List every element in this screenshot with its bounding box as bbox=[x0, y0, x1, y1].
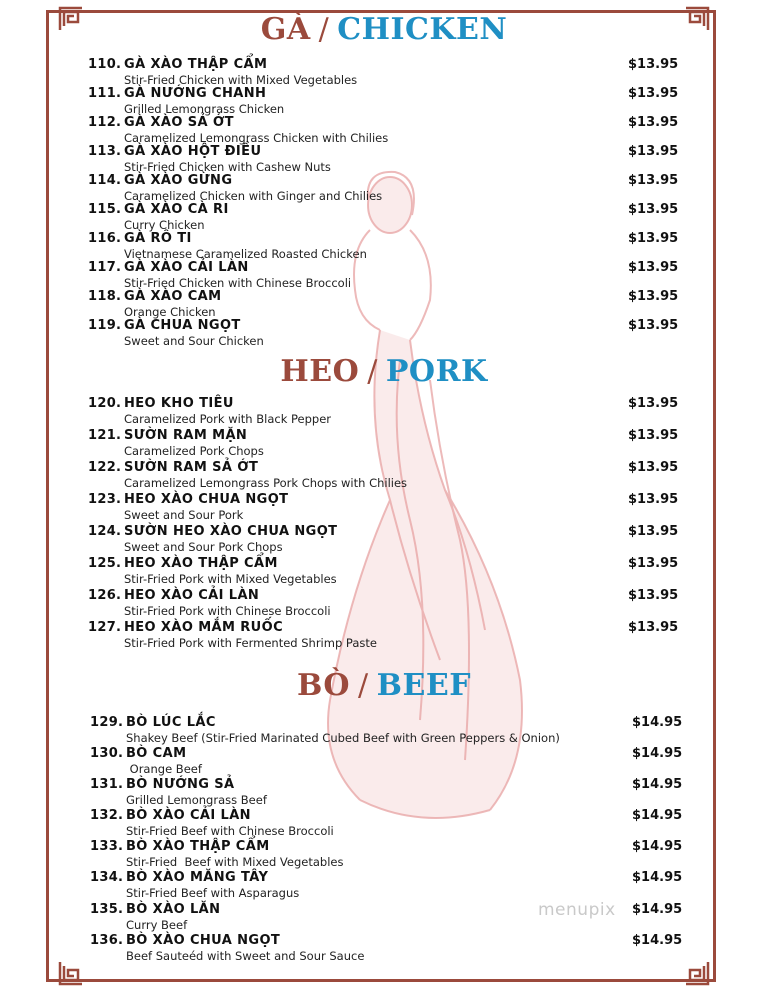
section-title-en: PORK bbox=[385, 354, 488, 389]
item-name: BÒ XÀO CHUA NGỌT bbox=[126, 933, 281, 948]
item-description: Stir-Fried Pork with Fermented Shrimp Paste bbox=[124, 636, 377, 650]
menu-item bbox=[90, 777, 684, 807]
item-name: GÀ RÔ TI bbox=[124, 231, 192, 246]
item-price: $13.95 bbox=[628, 556, 679, 571]
menu-item bbox=[88, 231, 680, 261]
item-description: Sweet and Sour Chicken bbox=[124, 334, 264, 348]
item-description: Stir-Fried Chicken with Mixed Vegetables bbox=[124, 73, 358, 87]
menu-item bbox=[90, 808, 684, 838]
item-description: Curry Chicken bbox=[124, 218, 205, 232]
item-number: 110. bbox=[88, 57, 122, 72]
item-name: BÒ NƯỚNG SẢ bbox=[126, 777, 235, 792]
item-number: 113. bbox=[88, 144, 122, 159]
item-number: 133. bbox=[90, 839, 124, 854]
item-price: $14.95 bbox=[632, 933, 683, 948]
item-description: Stir-Fried Pork with Mixed Vegetables bbox=[124, 572, 337, 586]
menu-item bbox=[90, 746, 684, 776]
item-number: 129. bbox=[90, 715, 124, 730]
item-description: Stir-Fried Beef with Chinese Broccoli bbox=[126, 824, 334, 838]
item-price: $14.95 bbox=[632, 870, 683, 885]
menu-item bbox=[88, 144, 680, 174]
item-number: 125. bbox=[88, 556, 122, 571]
item-number: 136. bbox=[90, 933, 124, 948]
item-price: $14.95 bbox=[632, 715, 683, 730]
item-description: Vietnamese Caramelized Roasted Chicken bbox=[124, 247, 367, 261]
item-number: 118. bbox=[88, 289, 122, 304]
item-name: GÀ XÀO GỪNG bbox=[124, 173, 233, 188]
item-name: BÒ XÀO MĂNG TÂY bbox=[126, 870, 269, 885]
section-title-en: BEEF bbox=[376, 668, 472, 703]
menu-item bbox=[88, 202, 680, 232]
item-number: 122. bbox=[88, 460, 122, 475]
menu-item bbox=[88, 57, 680, 87]
section-title-vn: HEO bbox=[280, 354, 360, 389]
item-number: 112. bbox=[88, 115, 122, 130]
item-name: SƯỜN RAM SẢ ỚT bbox=[124, 460, 259, 475]
section-title-en: CHICKEN bbox=[337, 12, 508, 47]
item-name: SƯỜN HEO XÀO CHUA NGỌT bbox=[124, 524, 338, 539]
menu-item bbox=[90, 715, 684, 745]
item-name: BÒ XÀO CẢI LÀN bbox=[126, 808, 251, 823]
item-description: Sweet and Sour Pork bbox=[124, 508, 244, 522]
menu-item bbox=[88, 588, 680, 618]
item-number: 130. bbox=[90, 746, 124, 761]
item-number: 127. bbox=[88, 620, 122, 635]
section-title-chicken: GÀ / CHICKEN bbox=[260, 12, 508, 47]
item-number: 131. bbox=[90, 777, 124, 792]
item-price: $13.95 bbox=[628, 588, 679, 603]
item-name: HEO XÀO THẬP CẨM bbox=[124, 556, 278, 571]
item-name: GÀ XÀO HỘT ĐIỀU bbox=[124, 144, 262, 159]
section-title-vn: GÀ bbox=[260, 12, 311, 47]
item-number: 124. bbox=[88, 524, 122, 539]
item-price: $14.95 bbox=[632, 902, 683, 917]
item-price: $13.95 bbox=[628, 231, 679, 246]
menu-item bbox=[88, 396, 680, 426]
item-description: Grilled Lemongrass Beef bbox=[126, 793, 267, 807]
menu-item bbox=[88, 524, 680, 554]
item-number: 123. bbox=[88, 492, 122, 507]
menu-item bbox=[88, 289, 680, 319]
menu-item bbox=[88, 173, 680, 203]
item-description: Orange Chicken bbox=[124, 305, 216, 319]
item-description: Orange Beef bbox=[126, 762, 202, 776]
item-name: HEO XÀO CHUA NGỌT bbox=[124, 492, 289, 507]
item-description: Stir-Fried Chicken with Chinese Broccoli bbox=[124, 276, 352, 290]
item-number: 121. bbox=[88, 428, 122, 443]
item-description: Caramelized Chicken with Ginger and Chilies bbox=[124, 189, 383, 203]
watermark: menupix bbox=[538, 900, 616, 920]
item-number: 117. bbox=[88, 260, 122, 275]
item-description: Stir-Fried Pork with Chinese Broccoli bbox=[124, 604, 331, 618]
item-price: $13.95 bbox=[628, 396, 679, 411]
item-name: BÒ XÀO LĂN bbox=[126, 902, 221, 917]
item-number: 120. bbox=[88, 396, 122, 411]
item-price: $14.95 bbox=[632, 746, 683, 761]
item-number: 126. bbox=[88, 588, 122, 603]
corner-ornament bbox=[58, 960, 84, 986]
item-number: 115. bbox=[88, 202, 122, 217]
item-description: Caramelized Pork with Black Pepper bbox=[124, 412, 332, 426]
item-name: GÀ NƯỚNG CHANH bbox=[124, 86, 267, 101]
section-title-vn: BÒ bbox=[296, 668, 351, 703]
item-number: 114. bbox=[88, 173, 122, 188]
item-name: BÒ CAM bbox=[126, 746, 187, 761]
item-price: $13.95 bbox=[628, 318, 679, 333]
item-price: $14.95 bbox=[632, 777, 683, 792]
item-description: Curry Beef bbox=[126, 918, 188, 932]
item-name: GÀ CHUA NGỌT bbox=[124, 318, 241, 333]
item-name: BÒ XÀO THẬP CẨM bbox=[126, 839, 270, 854]
item-price: $13.95 bbox=[628, 144, 679, 159]
item-description: Caramelized Lemongrass Pork Chops with Chilies bbox=[124, 476, 408, 490]
item-description: Stir-Fried Chicken with Cashew Nuts bbox=[124, 160, 331, 174]
item-number: 135. bbox=[90, 902, 124, 917]
menu-item bbox=[90, 839, 684, 869]
item-description: Grilled Lemongrass Chicken bbox=[124, 102, 285, 116]
item-description: Caramelized Pork Chops bbox=[124, 444, 264, 458]
item-description: Stir-Fried Beef with Mixed Vegetables bbox=[126, 855, 344, 869]
corner-ornament bbox=[684, 960, 710, 986]
menu-item bbox=[90, 870, 684, 900]
item-price: $13.95 bbox=[628, 289, 679, 304]
menu-item bbox=[88, 115, 680, 145]
section-title-beef: BÒ / BEEF bbox=[296, 668, 472, 703]
section-title-pork: HEO / PORK bbox=[280, 354, 488, 389]
item-number: 132. bbox=[90, 808, 124, 823]
item-name: SƯỜN RAM MẶN bbox=[124, 428, 248, 443]
item-name: HEO KHO TIÊU bbox=[124, 396, 234, 411]
item-price: $13.95 bbox=[628, 173, 679, 188]
item-name: GÀ XÀO SẢ ỚT bbox=[124, 115, 234, 130]
menu-item bbox=[88, 460, 680, 490]
menu-item bbox=[88, 556, 680, 586]
menu-item bbox=[90, 933, 684, 963]
item-price: $13.95 bbox=[628, 428, 679, 443]
menu-item bbox=[88, 620, 680, 650]
menu-item bbox=[88, 260, 680, 290]
item-price: $13.95 bbox=[628, 460, 679, 475]
item-description: Sweet and Sour Pork Chops bbox=[124, 540, 283, 554]
item-price: $13.95 bbox=[628, 524, 679, 539]
item-description: Shakey Beef (Stir-Fried Marinated Cubed Beef with Green Peppers & Onion) bbox=[126, 731, 560, 745]
item-price: $14.95 bbox=[632, 808, 683, 823]
menu-item bbox=[88, 86, 680, 116]
item-description: Beef Sauteéd with Sweet and Sour Sauce bbox=[126, 949, 365, 963]
menu-item bbox=[88, 428, 680, 458]
item-name: HEO XÀO CẢI LÀN bbox=[124, 588, 260, 603]
item-name: GÀ XÀO CÀ RI bbox=[124, 202, 229, 217]
menu-item bbox=[88, 318, 680, 348]
item-name: BÒ LÚC LẮC bbox=[126, 715, 216, 730]
item-number: 134. bbox=[90, 870, 124, 885]
item-name: GÀ XÀO CẢI LÀN bbox=[124, 260, 249, 275]
item-description: Caramelized Lemongrass Chicken with Chilies bbox=[124, 131, 389, 145]
item-price: $13.95 bbox=[628, 86, 679, 101]
item-price: $14.95 bbox=[632, 839, 683, 854]
menu-item bbox=[88, 492, 680, 522]
item-price: $13.95 bbox=[628, 57, 679, 72]
item-description: Stir-Fried Beef with Asparagus bbox=[126, 886, 300, 900]
item-name: GÀ XÀO CAM bbox=[124, 289, 222, 304]
item-number: 116. bbox=[88, 231, 122, 246]
item-price: $13.95 bbox=[628, 620, 679, 635]
item-name: GÀ XÀO THẬP CẨM bbox=[124, 57, 268, 72]
item-price: $13.95 bbox=[628, 115, 679, 130]
item-name: HEO XÀO MẮM RUỐC bbox=[124, 620, 284, 635]
item-number: 111. bbox=[88, 86, 122, 101]
item-price: $13.95 bbox=[628, 492, 679, 507]
item-number: 119. bbox=[88, 318, 122, 333]
item-price: $13.95 bbox=[628, 202, 679, 217]
item-price: $13.95 bbox=[628, 260, 679, 275]
